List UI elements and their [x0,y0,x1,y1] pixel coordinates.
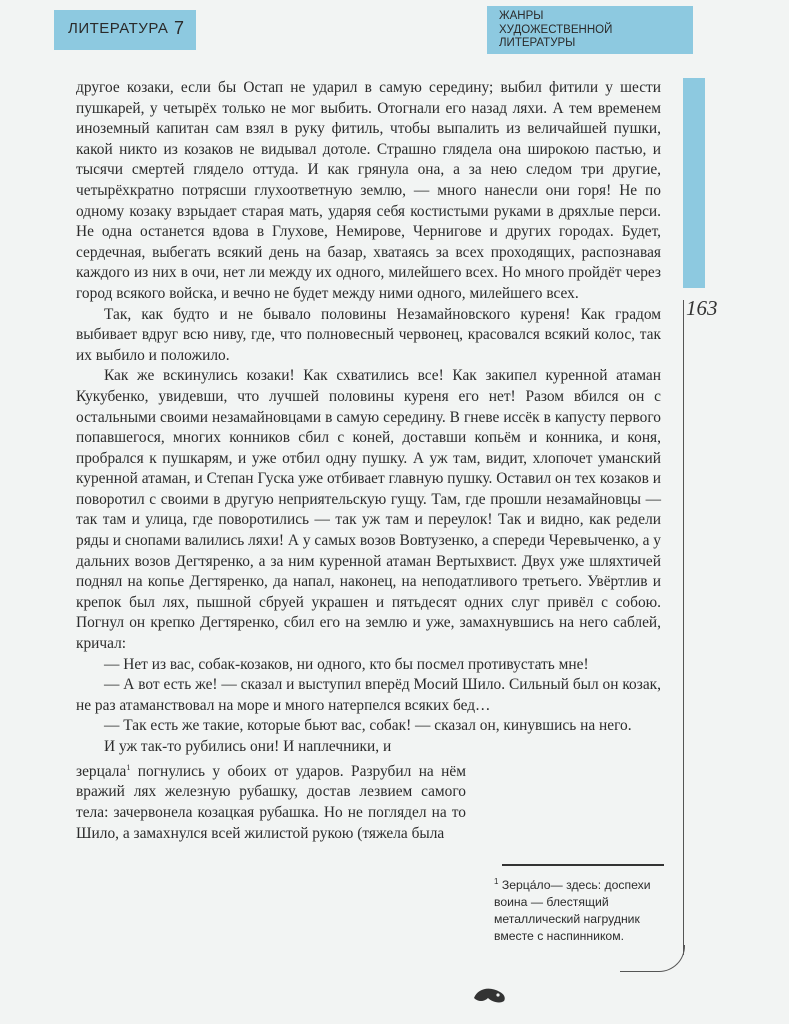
subject-title: ЛИТЕРАТУРА [68,20,169,37]
grade-number: 7 [174,18,185,38]
publisher-logo-icon [470,982,510,1006]
footnote-reference: 1 [126,762,131,772]
paragraph: другое козаки, если бы Остап не ударил в самую середину; выбил фитили у шести пушкарей, у четырёх только не мог выбить. Отогнали его назад ляхи. А тем временем иноземный капитан сам взял в руку фитиль, чтобы выпалить из величайшей пушки, какой никто из козаков не видывал дотоле. Страшно глядела она широкою пастью, и тысячи смертей глядело оттуда. И как грянула она, а за нею следом три другие, четырёхкратно потрясши глухоответную землю, — много нанесли они горя! Не по одному козаку взрыдает старая мать, ударяя себя костистыми руками в дряхлые перси. Не одна останется вдова в Глухове, Немирове, Чернигове и других городах. Будет, сердечная, выбегать всякий день на базар, хватаясь за всех проходящих, распознавая каждого из них в очи, нет ли между их одного, милейшего всех. Но много пройдёт через город всякого войска, и вечно не будет между ними одного, милейшего всех. [76,79,661,302]
section-title [499,10,612,51]
section-title-line: ХУДОЖЕСТВЕННОЙ [499,23,613,36]
footnote-mark: 1 [494,877,499,886]
header-subject-tab [54,10,196,50]
paragraph-text: И уж так-то рубились они! И наплечники, и [104,738,392,755]
section-title-line: ЛИТЕРАТУРЫ [499,37,576,49]
footnote-term: Зерца́ло [501,878,551,893]
paragraph: — Нет из вас, собак-козаков, ни одного, кто бы посмел противустать мне! [104,655,589,673]
footnote [494,873,664,945]
header-section-tab [487,6,693,54]
page-number: 163 [686,296,718,320]
paragraph: — А вот есть же! — сказал и выступил вперёд Мосий Шило. Сильный был он козак, не раз атаманствовал на море и много натерпелся всяких бед… [76,676,661,714]
footnote-divider [502,864,664,866]
footnote-term-inline: зерцала [76,762,127,780]
paragraph-text: на нём вражий лях железную рубашку, достав лезвием самого тела: зачервонела козацкая рубашка. Но не поглядел на то Шило, а замахнулся всей жилистой рукою (тяжела была [76,762,466,842]
margin-rule [683,300,684,955]
section-title-line: ЖАНРЫ [499,10,544,22]
paragraph-last-line1 [76,737,661,758]
margin-rule-curve [620,945,685,972]
footnote-text: — здесь: доспехи воина — блестящий металлический нагрудник вместе с наспинником. [494,878,651,944]
paragraph: Как же вскинулись козаки! Как схватились все! Как закипел куренной атаман Кукубенко, увидевши, что лучшей половины куреня его нет! Разом вбился он с остальными своими незамайновцами в самую середину. В гневе иссёк в капусту первого попавшегося, многих конников сбил с коней, доставши копьём и конника, и коня, пробрался к пушкарям, и уже отбил одну пушку. А уж там, видит, хлопочет уманский куренной атаман, и Степан Гуска уже отбивает главную пушку. Оставил он тех козаков и поворотил с своими в другую неприятельскую гущу. Там, где прошли незамайновцы — так там и улица, где поворотились — так уж там и переулок! Так и видно, как редели ряды и снопами валились ляхи! А у самых возов Вовтузенко, а спереди Черевыченко, а у дальних возов Дегтяренко, а за ним куренной атаман Вертыхвист. Двух уже шляхтичей поднял на копье Дегтяренко, да напал, наконец, на неподатливого третьего. Увёртлив и крепок был лях, пышной сбруей украшен и пятьдесят одних слуг привёл с собою. Погнул он крепко Дегтяренко, сбил его на землю и уже, замахнувшись на него саблей, кричал: [76,367,661,653]
margin-accent-bar [683,78,705,288]
paragraph-last-rest [76,758,466,845]
paragraph: — Так есть же такие, которые бьют вас, собак! — сказал он, кинувшись на него. [104,717,632,735]
body-text [76,78,661,844]
paragraph-text: погнулись у обоих от ударов. Разрубил [130,762,412,780]
paragraph: Так, как будто и не бывало половины Незамайновского куреня! Как градом выбивает вдруг всю ниву, где, что полновесный червонец, красовался всякий колос, так их выбило и положило. [76,305,661,364]
